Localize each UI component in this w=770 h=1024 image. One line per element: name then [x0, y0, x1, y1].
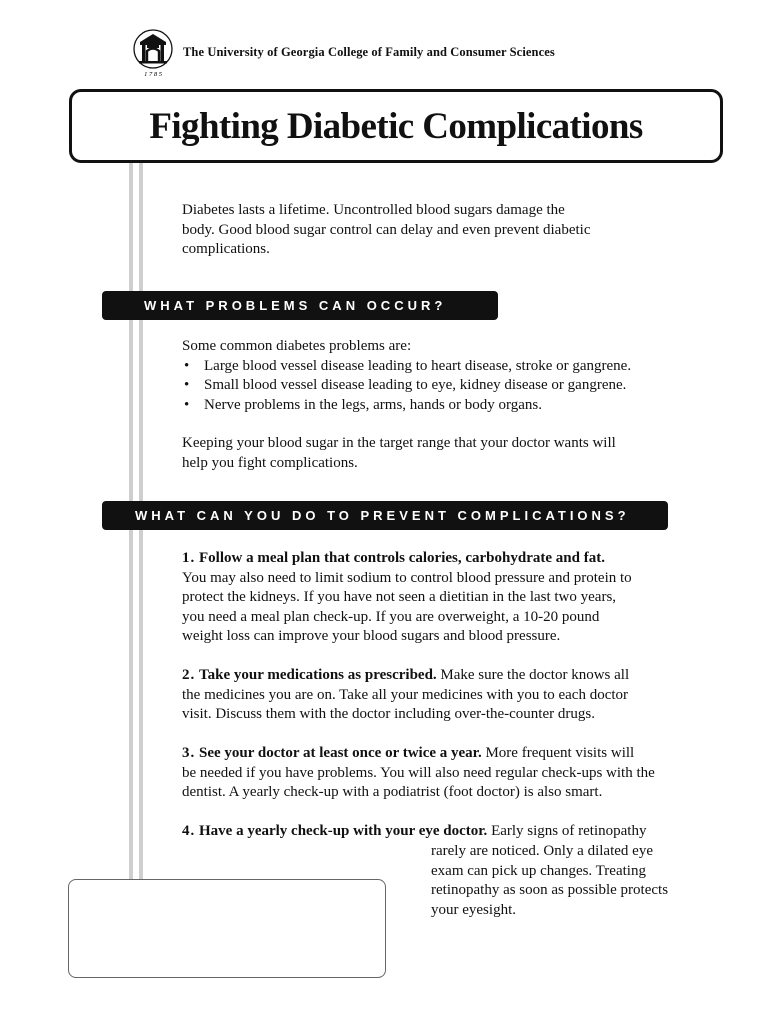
page-title: Fighting Diabetic Complications	[149, 105, 643, 147]
list-item: • Small blood vessel disease leading to eye, kidney disease or gangrene.	[182, 376, 631, 396]
step-line: visit. Discuss them with the doctor including over-the-counter drugs.	[182, 706, 595, 722]
step-first-tail: Make sure the doctor knows all	[436, 667, 630, 683]
problems-bullets	[182, 357, 631, 416]
section-heading-text: WHAT CAN YOU DO TO PREVENT COMPLICATIONS?	[135, 508, 630, 523]
decorative-bar-left	[129, 162, 133, 977]
step-heading: See your doctor at least once or twice a year.	[199, 745, 482, 761]
step-number: 1.	[182, 550, 196, 566]
step-4-continued	[431, 842, 668, 920]
intro-line: complications.	[182, 241, 270, 257]
closing-line: help you fight complications.	[182, 454, 358, 471]
step-heading: Follow a meal plan that controls calories, carbohydrate and fat.	[199, 550, 605, 566]
step-heading: Have a yearly check-up with your eye doctor.	[199, 823, 488, 839]
step-line: your eyesight.	[431, 901, 516, 918]
step-line: weight loss can improve your blood sugars and blood pressure.	[182, 628, 561, 644]
title-box	[69, 89, 723, 163]
step-line: be needed if you have problems. You will also need regular check-ups with the	[182, 764, 655, 781]
intro-line: Diabetes lasts a lifetime. Uncontrolled blood sugars damage the	[182, 202, 565, 218]
section-heading-text: WHAT PROBLEMS CAN OCCUR?	[144, 298, 447, 313]
step-line: protect the kidneys. If you have not seen a dietitian in the last two years,	[182, 589, 617, 605]
step-heading: Take your medications as prescribed.	[199, 667, 437, 683]
step-3	[182, 744, 655, 803]
empty-callout-box	[68, 879, 386, 978]
step-line: rarely are noticed. Only a dilated eye	[431, 843, 653, 859]
step-number: 3.	[182, 745, 196, 761]
closing-line: Keeping your blood sugar in the target range that your doctor wants will	[182, 435, 616, 451]
step-line: retinopathy as soon as possible protects	[431, 882, 669, 898]
step-number: 2.	[182, 667, 196, 683]
step-1	[182, 549, 632, 647]
intro-paragraph	[182, 201, 590, 260]
logo-year: 1 7 8 5	[144, 71, 162, 78]
step-line: You may also need to limit sodium to control blood pressure and protein to	[182, 569, 632, 586]
step-line: dentist. A yearly check-up with a podiatrist (foot doctor) is also smart.	[182, 784, 603, 800]
step-first-tail: Early signs of retinopathy	[487, 823, 647, 839]
institution-name: The University of Georgia College of Family and Consumer Sciences	[183, 45, 555, 59]
step-number: 4.	[182, 823, 196, 839]
section-heading-problems	[102, 291, 498, 320]
decorative-bar-right	[139, 162, 143, 977]
step-2	[182, 666, 629, 725]
problems-lead: Some common diabetes problems are:	[182, 338, 412, 354]
section-heading-prevent	[102, 501, 668, 530]
step-line: exam can pick up changes. Treating	[431, 862, 646, 879]
step-4	[182, 822, 646, 842]
step-first-tail: More frequent visits will	[481, 745, 635, 761]
problems-list	[182, 337, 631, 415]
list-item: • Large blood vessel disease leading to heart disease, stroke or gangrene.	[182, 357, 631, 377]
list-item: • Nerve problems in the legs, arms, hands or body organs.	[182, 396, 631, 416]
step-line: you need a meal plan check-up. If you are overweight, a 10-20 pound	[182, 608, 600, 625]
university-arch-logo	[132, 28, 174, 78]
problems-closing	[182, 434, 616, 473]
step-line: the medicines you are on. Take all your medicines with you to each doctor	[182, 686, 629, 703]
intro-line: body. Good blood sugar control can delay and even prevent diabetic	[182, 221, 591, 238]
